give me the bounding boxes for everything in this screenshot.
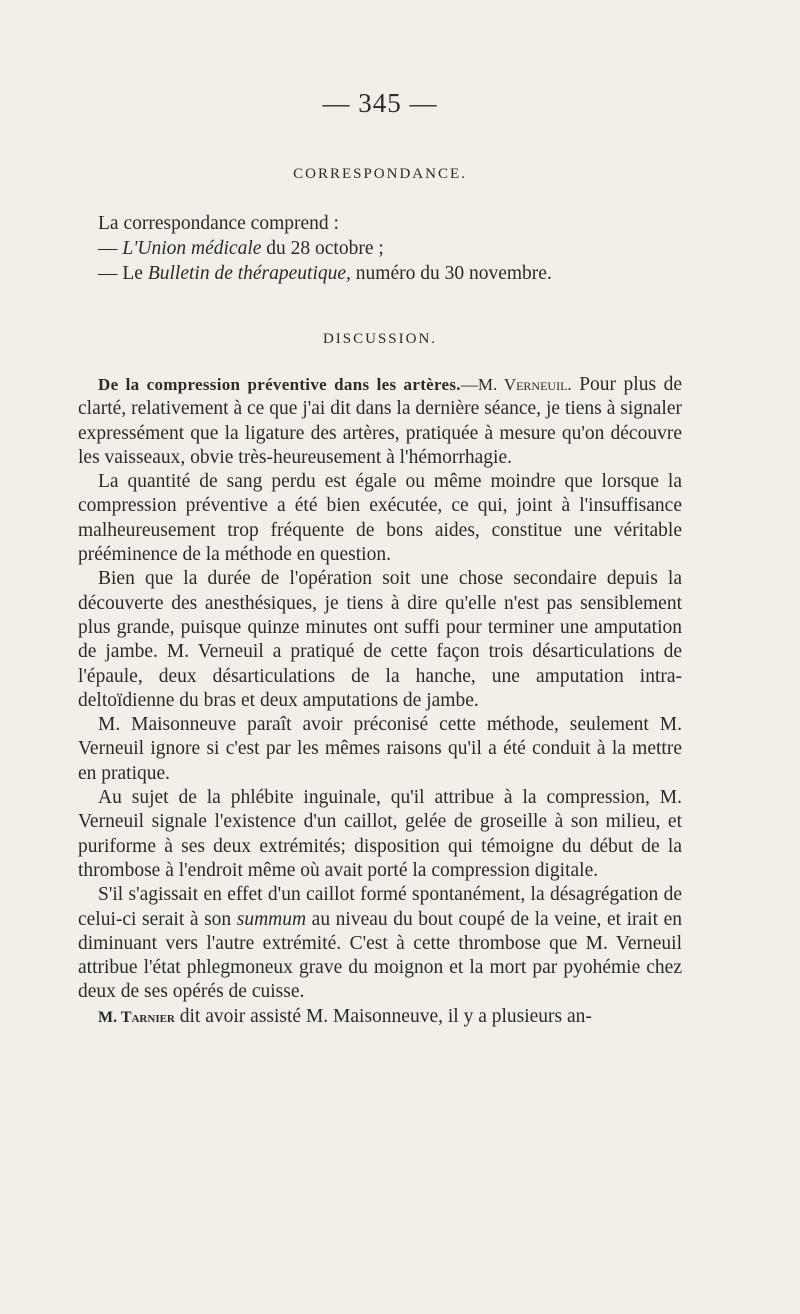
paragraph: La quantité de sang perdu est égale ou même moindre que lorsque la compression préventive a été bien exécutée, ce qui, joint à l'insuffisance malheureusement trop fréquente de bons aides, constitue une véritable prééminence de la méthode en question. bbox=[78, 471, 682, 566]
journal-title: L'Union médicale bbox=[122, 238, 262, 259]
correspondance-intro: La correspondance comprend : bbox=[98, 213, 339, 234]
discussion-title: De la compression préventive dans les artères. bbox=[98, 375, 461, 394]
correspondance-heading: CORRESPONDANCE. bbox=[293, 166, 467, 182]
page-number: — 345 — bbox=[322, 88, 438, 118]
discussion-body bbox=[78, 373, 682, 1030]
paragraph: M. Maisonneuve paraît avoir préconisé cette méthode, seulement M. Verneuil ignore si c'est par les mêmes raisons qu'il a été conduit à la mettre en pratique. bbox=[78, 714, 682, 784]
paragraph: Au sujet de la phlébite inguinale, qu'il attribue à la compression, M. Verneuil signale l'existence d'un caillot, gelée de groseille à son milieu, et puriforme à ses deux extrémités; disposition qui témoigne du début de la thrombose à l'endroit même où avait porté la compression digitale. bbox=[78, 787, 682, 881]
speaker-name: —M. Verneuil. bbox=[460, 375, 572, 394]
correspondance-item: — L'Union médicale du 28 octobre ; bbox=[98, 238, 384, 259]
journal-title: Bulletin de thérapeutique, bbox=[147, 263, 351, 284]
paragraph: S'il s'agissait en effet d'un caillot formé spontanément, la désagrégation de celui-ci serait à son summum au niveau du bout coupé de la veine, et irait en diminuant vers l'autre extrémité. C'est à cette thrombose que M. Verneuil attribue l'état phlegmoneux grave du moignon et la mort par pyohémie chez deux de ses opérés de cuisse. bbox=[78, 884, 683, 1003]
paragraph: De la compression préventive dans les artères.—M. Verneuil. Pour plus de clarté, relativement à ce que j'ai dit dans la dernière séance, je tiens à signaler expressément que la ligature des artères, pratiquée à mesure qu'on découvre les vaisseaux, obvie très-heureusement à l'hémorrhagie. bbox=[78, 374, 682, 468]
correspondance-item: — Le Bulletin de thérapeutique, numéro du 30 novembre. bbox=[98, 263, 552, 284]
paragraph: Bien que la durée de l'opération soit une chose secondaire depuis la découverte des anesthésiques, je tiens à dire qu'elle n'est pas sensiblement plus grande, puisque quinze minutes ont suffi pour terminer une amputation de jambe. M. Verneuil a pratiqué de cette façon trois désarticulations de l'épaule, deux désarticulations de la hanche, une amputation intra-deltoïdienne du bras et deux amputations de jambe. bbox=[78, 568, 682, 711]
correspondance-list bbox=[98, 211, 698, 286]
discussion-heading: DISCUSSION. bbox=[322, 331, 438, 347]
paragraph: M. Tarnier dit avoir assisté M. Maisonneuve, il y a plusieurs an- bbox=[98, 1005, 592, 1027]
speaker-name: M. Tarnier bbox=[98, 1008, 175, 1026]
